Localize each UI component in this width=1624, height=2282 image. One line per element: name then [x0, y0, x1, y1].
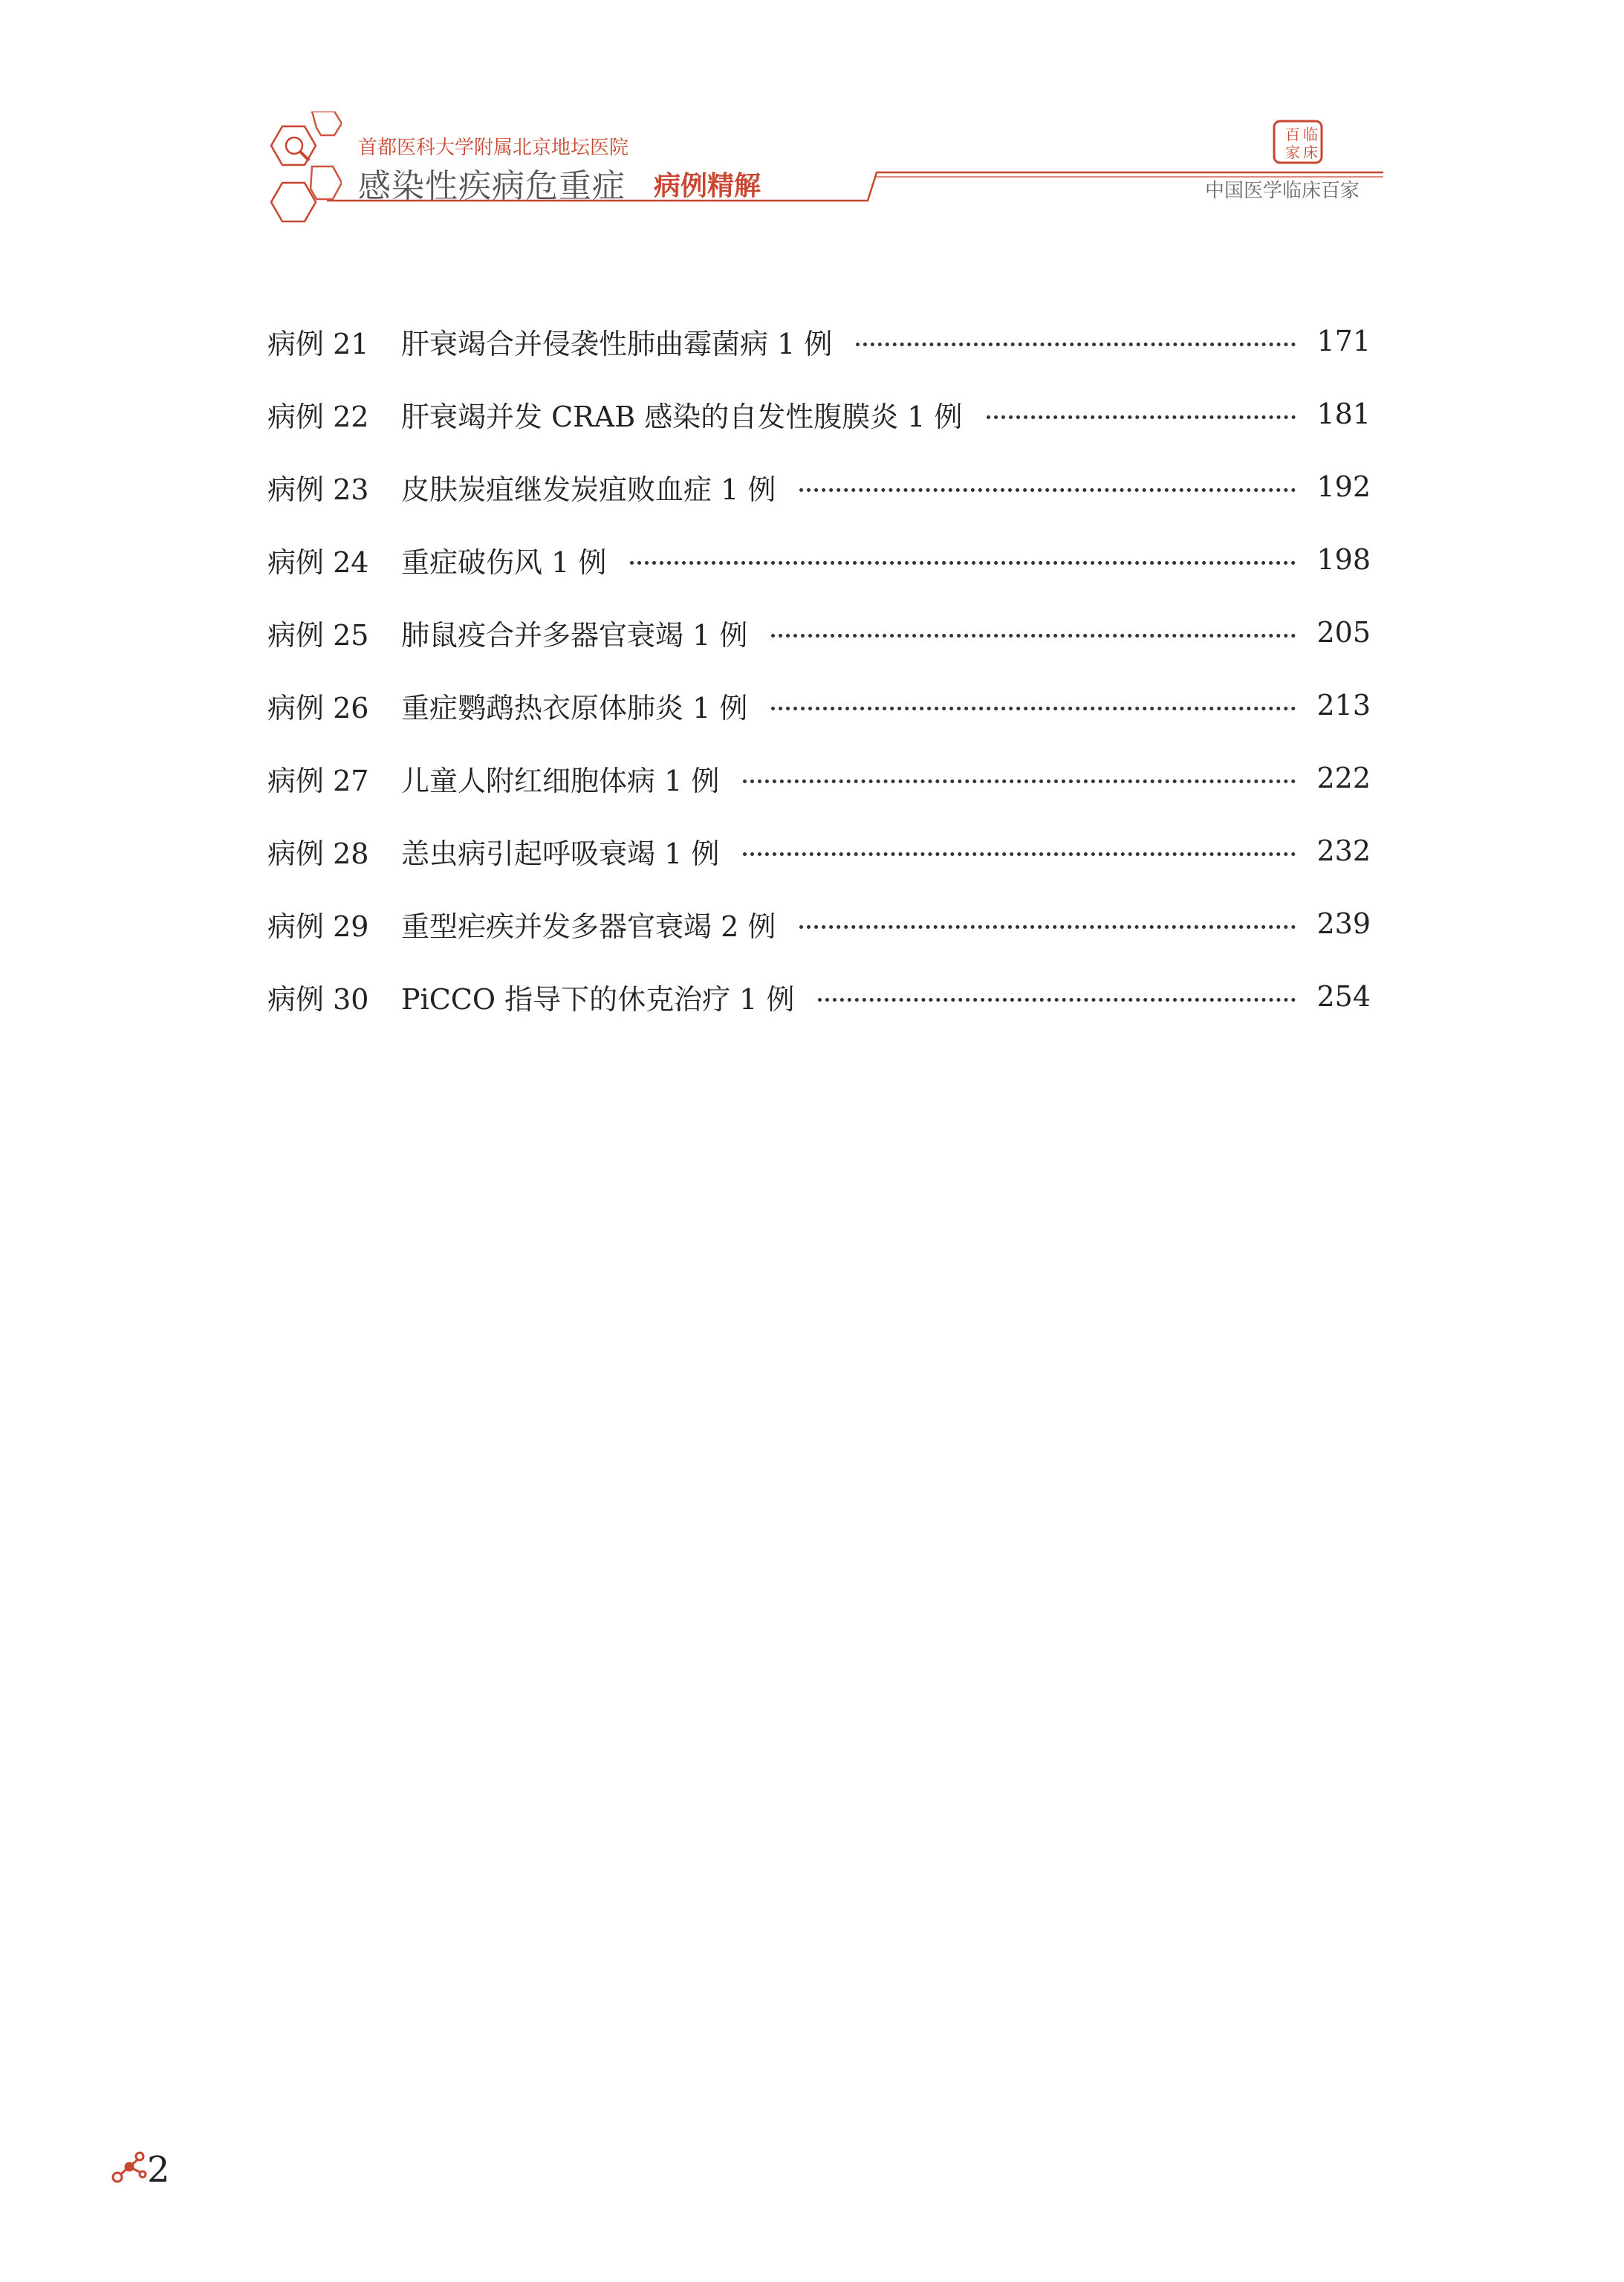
toc-entry[interactable] — [267, 596, 1371, 669]
toc-page-number: 205 — [1316, 616, 1371, 649]
toc-case-number: 病例 27 — [267, 764, 369, 797]
toc-page-number: 213 — [1316, 689, 1371, 722]
table-of-contents — [267, 305, 1371, 1033]
toc-case-title: 重症破伤风 1 例 — [401, 545, 607, 579]
svg-text:百: 百 — [1285, 126, 1300, 143]
svg-text:家: 家 — [1285, 143, 1300, 161]
book-title: 感染性疾病危重症 — [358, 167, 626, 205]
toc-dot-leader — [799, 925, 1296, 929]
toc-case-number: 病例 30 — [267, 982, 369, 1016]
toc-entry[interactable] — [267, 669, 1371, 742]
toc-page-number: 239 — [1316, 907, 1371, 940]
toc-dot-leader — [818, 998, 1296, 1002]
toc-entry[interactable] — [267, 814, 1371, 887]
toc-dot-leader — [799, 488, 1296, 492]
toc-case-number: 病例 24 — [267, 545, 369, 579]
toc-dot-leader — [987, 415, 1296, 419]
toc-case-title: 儿童人附红细胞体病 1 例 — [401, 764, 720, 797]
book-title-suffix: 病例精解 — [654, 171, 761, 201]
toc-case-number: 病例 22 — [267, 400, 369, 433]
page-number: 2 — [147, 2149, 170, 2191]
toc-page-number: 181 — [1316, 398, 1371, 430]
toc-page-number: 192 — [1316, 470, 1371, 503]
toc-case-title: 重症鹦鹉热衣原体肺炎 1 例 — [401, 691, 748, 725]
toc-case-number: 病例 21 — [267, 327, 369, 360]
toc-case-title: 重型疟疾并发多器官衰竭 2 例 — [401, 910, 776, 943]
toc-case-number: 病例 29 — [267, 910, 369, 943]
toc-dot-leader — [856, 343, 1296, 346]
toc-entry[interactable] — [267, 377, 1371, 450]
toc-dot-leader — [771, 707, 1296, 710]
toc-page-number: 232 — [1316, 834, 1371, 867]
hexagon-magnifier-logo-icon — [260, 111, 342, 230]
toc-dot-leader — [630, 561, 1296, 565]
svg-text:床: 床 — [1303, 143, 1318, 161]
toc-page-number: 222 — [1316, 762, 1371, 794]
seal-stamp-icon — [1272, 119, 1324, 165]
toc-case-title: 肺鼠疫合并多器官衰竭 1 例 — [401, 618, 748, 652]
toc-case-title: 恙虫病引起呼吸衰竭 1 例 — [401, 837, 720, 870]
toc-case-number: 病例 25 — [267, 618, 369, 652]
toc-entry[interactable] — [267, 305, 1371, 377]
header-rule — [0, 0, 1624, 245]
toc-page-number: 254 — [1316, 980, 1371, 1013]
toc-entry[interactable] — [267, 450, 1371, 523]
svg-text:临: 临 — [1303, 126, 1318, 143]
toc-case-number: 病例 23 — [267, 473, 369, 506]
page-header — [0, 0, 1624, 245]
toc-page-number: 198 — [1316, 543, 1371, 576]
toc-dot-leader — [771, 634, 1296, 638]
toc-entry[interactable] — [267, 523, 1371, 596]
molecule-icon — [110, 2148, 149, 2186]
hospital-name: 首都医科大学附属北京地坛医院 — [358, 137, 629, 159]
toc-case-title: 肝衰竭并发 CRAB 感染的自发性腹膜炎 1 例 — [401, 400, 963, 433]
toc-entry[interactable] — [267, 960, 1371, 1033]
toc-dot-leader — [743, 779, 1296, 783]
toc-case-title: 皮肤炭疽继发炭疽败血症 1 例 — [401, 473, 776, 506]
toc-page-number: 171 — [1316, 325, 1371, 357]
toc-case-number: 病例 26 — [267, 691, 369, 725]
toc-case-title: PiCCO 指导下的休克治疗 1 例 — [401, 982, 795, 1016]
series-name: 中国医学临床百家 — [1205, 180, 1360, 202]
toc-dot-leader — [743, 852, 1296, 856]
toc-entry[interactable] — [267, 887, 1371, 960]
toc-case-number: 病例 28 — [267, 837, 369, 870]
toc-entry[interactable] — [267, 742, 1371, 814]
toc-case-title: 肝衰竭合并侵袭性肺曲霉菌病 1 例 — [401, 327, 833, 360]
